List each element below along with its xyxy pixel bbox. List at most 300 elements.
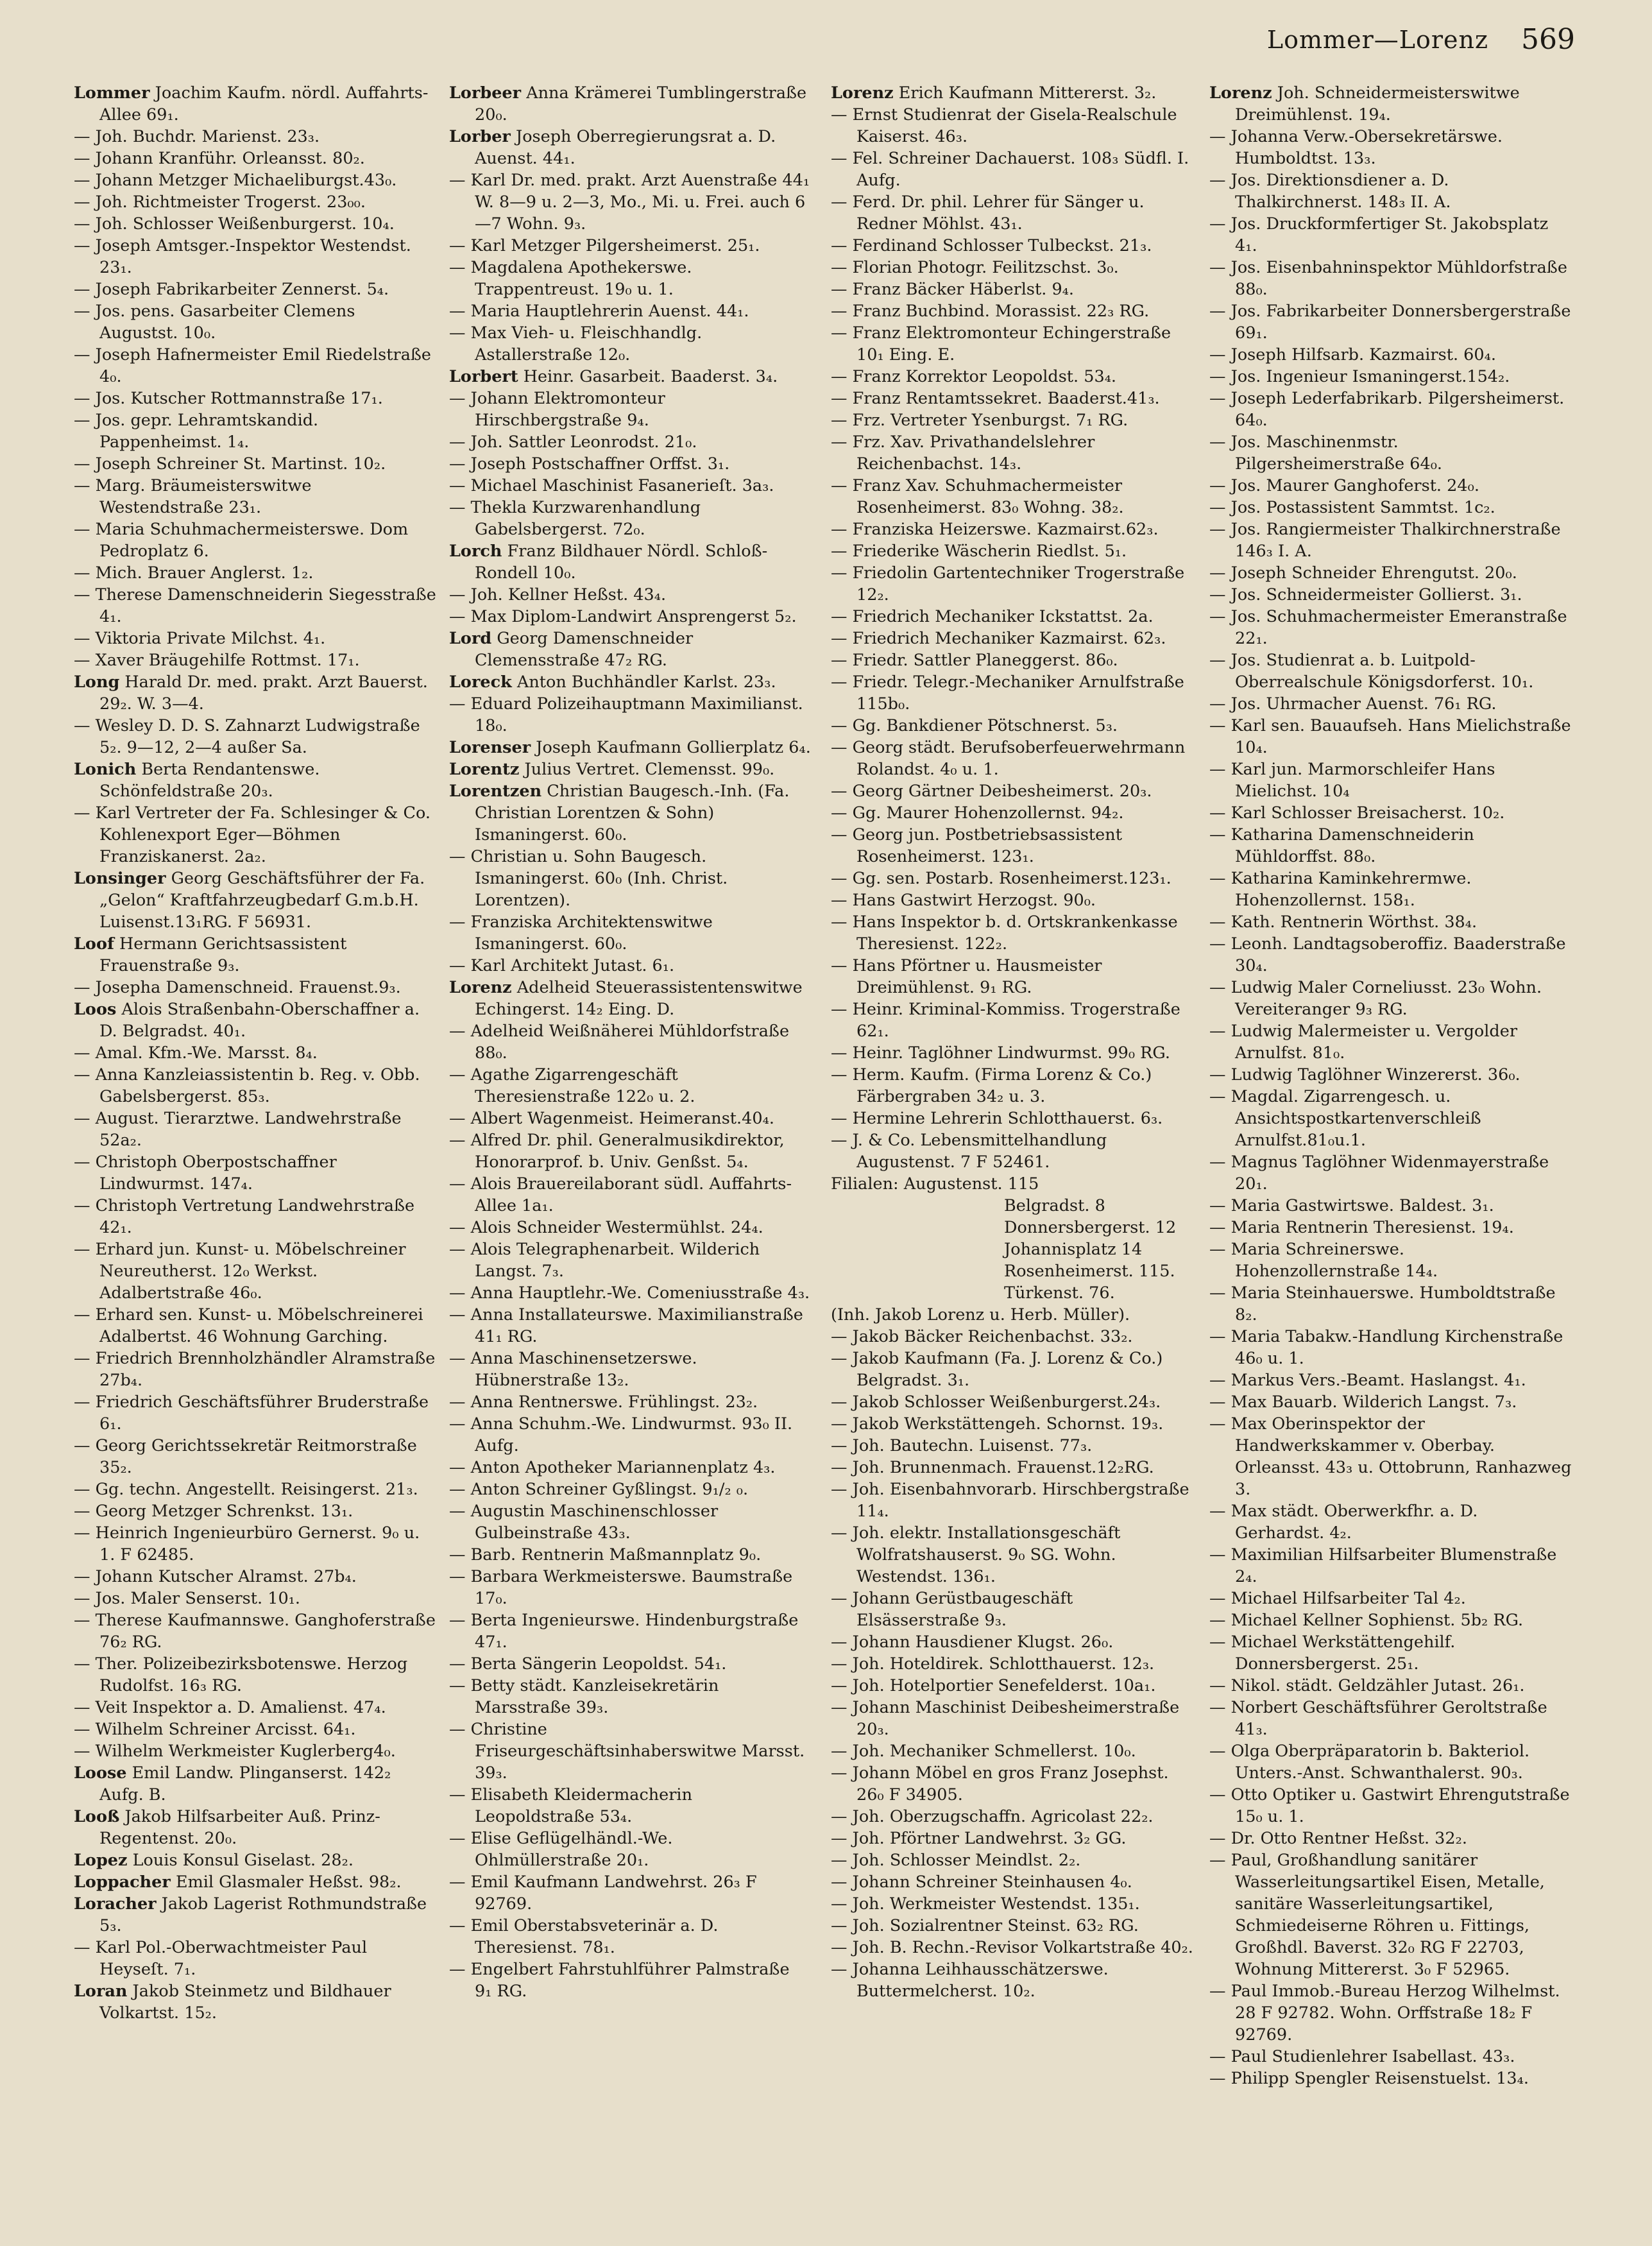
directory-entry <box>1209 1784 1572 1828</box>
entry-text: — Jakob Werkstättengeh. Schornst. 19₃. <box>831 1414 1164 1434</box>
entry-text: — Olga Oberpräparatorin b. Bakteriol. Unters.-Anst. Schwanthalerst. 90₃. <box>1209 1742 1530 1783</box>
directory-entry <box>1209 1413 1572 1500</box>
directory-entry <box>831 1326 1193 1348</box>
directory-entry <box>449 497 812 540</box>
surname-heading: Loracher <box>74 1894 157 1914</box>
directory-entry <box>449 1391 812 1413</box>
entry-text: — Joh. Richtmeister Trogerst. 23₀₀. <box>74 193 366 212</box>
directory-entry <box>1209 1631 1572 1675</box>
directory-entry <box>831 999 1193 1042</box>
directory-entry <box>449 1239 812 1282</box>
running-header: Lommer—Lorenz <box>1266 26 1488 54</box>
entry-text: — Hans Pförtner u. Hausmeister Dreimühlenst. 9₁ RG. <box>831 956 1102 997</box>
entry-text: — Joh. Werkmeister Westendst. 135₁. <box>831 1894 1140 1914</box>
directory-entry <box>1209 1282 1572 1326</box>
directory-entry <box>74 1893 436 1937</box>
entry-text: Joseph Kaufmann Gollierplatz 6₄. <box>536 738 811 757</box>
directory-entry <box>831 628 1193 649</box>
entry-text: — Berta Sängerin Leopoldst. 54₁. <box>449 1654 727 1674</box>
directory-entry <box>1209 759 1572 802</box>
entry-text: — Joseph Schneider Ehrengutst. 20₀. <box>1209 563 1517 583</box>
entry-text: — Joh. Schlosser Weißenburgerst. 10₄. <box>74 214 395 234</box>
entry-text: — Frz. Xav. Privathandelslehrer Reichenbachst. 14₃. <box>831 433 1095 474</box>
entry-text: — Max Bauarb. Wilderich Langst. 7₃. <box>1209 1393 1517 1412</box>
surname-heading: Lorenz <box>1209 83 1272 103</box>
directory-entry <box>449 737 812 759</box>
entry-text: — Paul Studienlehrer Isabellast. 43₃. <box>1209 2047 1515 2066</box>
directory-entry <box>831 1937 1193 1959</box>
entry-text: — Michael Maschinist Fasanerieſt. 3a₃. <box>449 476 774 495</box>
directory-entry <box>449 1653 812 1675</box>
entry-text: — Joseph Fabrikarbeiter Zennerst. 5₄. <box>74 280 389 299</box>
entry-text: — Jos. Postassistent Sammtst. 1c₂. <box>1209 498 1495 517</box>
entry-text: — Johann Möbel en gros Franz Josephst. 26₀ F 34905. <box>831 1763 1169 1805</box>
entry-text: — Jos. Kutscher Rottmannstraße 17₁. <box>74 389 383 408</box>
entry-text: — Christine Friseurgeschäftsinhaberswitwe Marsst. 39₃. <box>449 1720 805 1783</box>
entry-text: — Katharina Kaminkehrermwe. Hohenzollernst. 158₁. <box>1209 869 1472 910</box>
entry-text: — Jakob Schlosser Weißenburgerst.24₃. <box>831 1393 1161 1412</box>
directory-entry <box>831 235 1193 257</box>
entry-text: — Karl Dr. med. prakt. Arzt Auenstraße 44₁ W. 8—9 u. 2—3, Mo., Mi. u. Frei. auch 6—7 Wohn. 9₃. <box>449 171 810 234</box>
directory-entry <box>831 322 1193 366</box>
entry-text: — Heinrich Ingenieurbüro Gernerst. 9₀ u. 1. F 62485. <box>74 1523 420 1564</box>
directory-entry <box>831 671 1193 715</box>
directory-entry <box>1209 257 1572 300</box>
entry-text: — Eduard Polizeihauptmann Maximilianst. 18₀. <box>449 694 803 735</box>
entry-text: — Katharina Damenschneiderin Mühldorffst. 88₀. <box>1209 825 1474 866</box>
directory-entry <box>1209 1151 1572 1195</box>
directory-entry <box>449 1675 812 1719</box>
directory-entry <box>831 1457 1193 1479</box>
directory-entry <box>74 1566 436 1588</box>
entry-text: — Gg. Bankdiener Pötschnerst. 5₃. <box>831 716 1118 735</box>
directory-entry <box>449 1784 812 1828</box>
entry-text: — Georg Gerichtssekretär Reitmorstraße 35₂. <box>74 1436 417 1477</box>
entry-text: — Johann Gerüstbaugeschäft Elsässerstraße 9₃. <box>831 1589 1073 1630</box>
directory-entry <box>74 213 436 235</box>
directory-entry <box>1209 1544 1572 1588</box>
directory-entry <box>74 1042 436 1064</box>
directory-entry <box>74 1195 436 1239</box>
directory-entry <box>449 628 812 671</box>
directory-entry <box>1209 933 1572 977</box>
directory-entry <box>74 1304 436 1348</box>
entry-text: — Herm. Kaufm. (Firma Lorenz & Co.) Färbergraben 34₂ u. 3. <box>831 1065 1152 1106</box>
entry-text: — Jos. Ingenieur Ismaningerst.154₂. <box>1209 367 1510 386</box>
entry-text: Adelheid Steuerassistentenswitwe Echingerst. 14₂ Eing. D. <box>475 978 803 1019</box>
entry-text: — Ferd. Dr. phil. Lehrer für Sänger u. Redner Möhlst. 43₁. <box>831 193 1145 234</box>
entry-text: — Erhard sen. Kunst- u. Möbelschreinerei Adalbertst. 46 Wohnung Garching. <box>74 1305 423 1346</box>
directory-entry <box>831 257 1193 279</box>
directory-entry <box>449 1566 812 1609</box>
directory-entry <box>1209 1609 1572 1631</box>
directory-entry <box>74 235 436 279</box>
entry-text: — Veit Inspektor a. D. Amalienst. 47₄. <box>74 1698 386 1717</box>
surname-heading: Loof <box>74 934 114 954</box>
directory-entry <box>1209 1064 1572 1086</box>
directory-entry <box>74 519 436 562</box>
directory-entry <box>74 1762 436 1806</box>
entry-text: — Joseph Lederfabrikarb. Pilgersheimerst. 64₀. <box>1209 389 1565 430</box>
directory-entry <box>74 1588 436 1609</box>
entry-text: — Jos. Fabrikarbeiter Donnersbergerstraße 69₁. <box>1209 302 1571 343</box>
entry-text: — Xaver Bräugehilfe Rottmst. 17₁. <box>74 651 360 670</box>
branch-address: Türkenst. 76. <box>1004 1283 1115 1303</box>
entry-text: — Jakob Kaufmann (Fa. J. Lorenz & Co.) Belgradst. 3₁. <box>831 1349 1163 1390</box>
entry-text: — Joh. Sattler Leonrodst. 21₀. <box>449 433 697 452</box>
directory-entry <box>74 1479 436 1500</box>
directory-entry <box>831 715 1193 737</box>
directory-entry <box>1209 1369 1572 1391</box>
entry-text: — Alois Brauereilaborant südl. Auffahrts-Allee 1a₁. <box>449 1174 792 1215</box>
entry-text: — Thekla Kurzwarenhandlung Gabelsbergerst. 72₀. <box>449 498 701 539</box>
directory-entry <box>1209 497 1572 519</box>
surname-heading: Lorentzen <box>449 782 542 801</box>
entry-text: — Johann Kranführ. Orleansst. 80₂. <box>74 149 365 168</box>
entry-text: — Emil Kaufmann Landwehrst. 26₃ F 92769. <box>449 1873 757 1914</box>
directory-entry <box>449 606 812 628</box>
directory-entry <box>449 1544 812 1566</box>
surname-heading: Lorenz <box>831 83 894 103</box>
surname-heading: Lorentz <box>449 760 520 779</box>
directory-entry <box>831 955 1193 999</box>
entry-text: — Nikol. städt. Geldzähler Jutast. 26₁. <box>1209 1676 1525 1695</box>
entry-text: — Anna Kanzleiassistentin b. Reg. v. Obb. Gabelsbergerst. 85₃. <box>74 1065 420 1106</box>
directory-entry <box>831 1391 1193 1413</box>
entry-text: — Anna Rentnerswe. Frühlingst. 23₂. <box>449 1393 758 1412</box>
directory-entry <box>831 911 1193 955</box>
entry-text: — Erhard jun. Kunst- u. Möbelschreiner Neureutherst. 12₀ Werkst. Adalbertstraße 46₀. <box>74 1240 406 1303</box>
directory-entry <box>831 1522 1193 1588</box>
directory-entry <box>831 191 1193 235</box>
entry-text: — Albert Wagenmeist. Heimeranst.40₄. <box>449 1109 774 1128</box>
directory-entry <box>449 1348 812 1391</box>
directory-entry <box>1209 824 1572 868</box>
directory-entry <box>831 1959 1193 2002</box>
entry-text: — Magdalena Apothekerswe. Trappentreust. 19₀ u. 1. <box>449 258 692 299</box>
entry-text: — Norbert Geschäftsführer Geroltstraße 41₃. <box>1209 1698 1547 1739</box>
entry-text: — Joh. elektr. Installationsgeschäft Wolfratshauserst. 9₀ SG. Wohn. Westendst. 136₁. <box>831 1523 1121 1586</box>
directory-entry <box>449 1282 812 1304</box>
directory-entry <box>1209 1217 1572 1239</box>
directory-entry <box>831 1479 1193 1522</box>
directory-entry <box>74 453 436 475</box>
directory-entry <box>74 1522 436 1566</box>
entry-text: — Philipp Spengler Reisenstuelst. 13₄. <box>1209 2069 1529 2088</box>
directory-entry <box>74 1609 436 1653</box>
entry-text: (Inh. Jakob Lorenz u. Herb. Müller). <box>831 1305 1130 1324</box>
surname-heading: Loose <box>74 1763 127 1783</box>
directory-entry <box>831 824 1193 868</box>
entry-text: — Alois Telegraphenarbeit. Wilderich Langst. 7₃. <box>449 1240 760 1281</box>
entry-text: — Johanna Verw.-Obersekretärswe. Humboldtst. 13₃. <box>1209 127 1503 168</box>
directory-entry <box>831 1108 1193 1129</box>
entry-text: — Joseph Schreiner St. Martinst. 10₂. <box>74 454 386 474</box>
directory-entry <box>1209 82 1572 126</box>
entry-text: — Magdal. Zigarrengesch. u. Ansichtspostkartenverschleiß Arnulfst.81₀u.1. <box>1209 1087 1481 1150</box>
directory-entry <box>1209 1086 1572 1151</box>
directory-entry <box>74 126 436 148</box>
entry-text: — Joh. Kellner Heßst. 43₄. <box>449 585 667 604</box>
directory-entry <box>449 257 812 300</box>
entry-text: — Joh. Schlosser Meindlst. 2₂. <box>831 1851 1081 1870</box>
directory-entry <box>831 1740 1193 1762</box>
entry-text: — Ludwig Maler Corneliusst. 23₀ Wohn. Vereiteranger 9₃ RG. <box>1209 978 1542 1019</box>
surname-heading: Lorch <box>449 542 502 561</box>
entry-text: — Fel. Schreiner Dachauerst. 108₃ Südfl. I. Aufg. <box>831 149 1189 190</box>
entry-text: — Max städt. Oberwerkfhr. a. D. Gerhardst. 4₂. <box>1209 1502 1478 1543</box>
entry-text: — Ernst Studienrat der Gisela-Realschule Kaiserst. 46₃. <box>831 105 1177 146</box>
directory-entry <box>1209 562 1572 584</box>
entry-text: — Frz. Vertreter Ysenburgst. 7₁ RG. <box>831 411 1128 430</box>
directory-entry <box>1209 715 1572 759</box>
directory-entry <box>831 409 1193 431</box>
entry-text: — Leonh. Landtagsoberoffiz. Baaderstraße 30₄. <box>1209 934 1566 975</box>
directory-entry <box>1209 1500 1572 1544</box>
entry-text: — Christian u. Sohn Baugesch. Ismaningerst. 60₀ (Inh. Christ. Lorentzen). <box>449 847 728 910</box>
entry-text: — Johann Hausdiener Klugst. 26₀. <box>831 1633 1114 1652</box>
entry-text: — Jos. Uhrmacher Auenst. 76₁ RG. <box>1209 694 1497 714</box>
entry-text: — Amal. Kfm.-We. Marsst. 8₄. <box>74 1043 318 1063</box>
entry-text: Emil Glasmaler Heßst. 98₂. <box>175 1873 402 1892</box>
directory-entry <box>449 846 812 911</box>
entry-text: Heinr. Gasarbeit. Baaderst. 3₄. <box>523 367 778 386</box>
directory-entry <box>74 1980 436 2024</box>
directory-entry <box>831 1806 1193 1828</box>
entry-text: — Maria Rentnerin Theresienst. 19₄. <box>1209 1218 1514 1237</box>
entry-text: — Johann Metzger Michaeliburgst.43₀. <box>74 171 397 190</box>
entry-text: — Dr. Otto Rentner Heßst. 32₂. <box>1209 1829 1467 1848</box>
entry-text: — Jos. gepr. Lehramtskandid. Pappenheimst. 1₄. <box>74 411 319 452</box>
entry-text: — Alois Schneider Westermühlst. 24₄. <box>449 1218 763 1237</box>
directory-entry <box>74 933 436 977</box>
entry-text: — Jos. Schneidermeister Gollierst. 3₁. <box>1209 585 1522 604</box>
directory-entry <box>831 475 1193 519</box>
entry-text: — Maria Schuhmachermeisterswe. Dom Pedroplatz 6. <box>74 520 409 561</box>
directory-entry <box>74 1653 436 1697</box>
directory-entry <box>831 519 1193 540</box>
entry-text: — Franz Buchbind. Morassist. 22₃ RG. <box>831 302 1150 321</box>
directory-entry <box>1209 300 1572 344</box>
surname-heading: Loreck <box>449 673 512 692</box>
entry-text: — Otto Optiker u. Gastwirt Ehrengutstraße 15₀ u. 1. <box>1209 1785 1570 1826</box>
surname-heading: Lorenser <box>449 738 531 757</box>
directory-entry <box>449 388 812 431</box>
directory-entry <box>74 1151 436 1195</box>
directory-entry <box>831 1173 1193 1195</box>
directory-entry <box>449 1609 812 1653</box>
entry-text: — Anna Installateurswe. Maximilianstraße 41₁ RG. <box>449 1305 803 1346</box>
surname-heading: Loran <box>74 1982 128 2001</box>
entry-text: Joh. Schneidermeisterswitwe Dreimühlenst. 19₄. <box>1235 83 1520 124</box>
entry-text: — Adelheid Weißnäherei Mühldorfstraße 88₀. <box>449 1022 790 1063</box>
entry-text: — Maria Hauptlehrerin Auenst. 44₁. <box>449 302 749 321</box>
directory-entry <box>449 1129 812 1173</box>
entry-text: — Friedrich Mechaniker Kazmairst. 62₃. <box>831 629 1166 648</box>
entry-text: Jakob Steinmetz und Bildhauer Volkartst. 15₂. <box>99 1982 391 2023</box>
entry-text: — Viktoria Private Milchst. 4₁. <box>74 629 326 648</box>
directory-entry <box>449 1217 812 1239</box>
entry-text: — Kath. Rentnerin Wörthst. 38₄. <box>1209 913 1477 932</box>
directory-entry <box>449 169 812 235</box>
entry-text: Christian Baugesch.-Inh. (Fa. Christian Lorentzen & Sohn) Ismaningerst. 60₀. <box>475 782 790 844</box>
directory-entry <box>74 1108 436 1151</box>
entry-text: — Markus Vers.-Beamt. Haslangst. 4₁. <box>1209 1371 1526 1390</box>
branch-address: Donnersbergerst. 12 <box>1004 1218 1177 1237</box>
directory-entry <box>74 300 436 344</box>
entry-text: — Berta Ingenieurswe. Hindenburgstraße 47₁. <box>449 1611 799 1652</box>
directory-entry <box>74 1871 436 1893</box>
entry-text: — Georg Gärtner Deibesheimerst. 20₃. <box>831 782 1152 801</box>
entry-text: — Joh. Brunnenmach. Frauenst.12₂RG. <box>831 1458 1154 1477</box>
entry-text: — Anton Apotheker Mariannenplatz 4₃. <box>449 1458 776 1477</box>
entry-text: — Johann Kutscher Alramst. 27b₄. <box>74 1567 357 1586</box>
entry-text: — Joh. Bautechn. Luisenst. 77₃. <box>831 1436 1093 1455</box>
entry-text: — Joh. Eisenbahnvorarb. Hirschbergstraße 11₄. <box>831 1480 1189 1521</box>
directory-entry <box>449 955 812 977</box>
entry-text: — Heinr. Taglöhner Lindwurmst. 99₀ RG. <box>831 1043 1170 1063</box>
entry-text: Erich Kaufmann Mittererst. 3₂. <box>898 83 1157 103</box>
entry-text: — Christoph Vertretung Landwehrstraße 42₁. <box>74 1196 415 1237</box>
entry-text: — Karl Metzger Pilgersheimerst. 25₁. <box>449 236 760 255</box>
directory-entry <box>1209 802 1572 824</box>
directory-entry <box>831 1849 1193 1871</box>
entry-text: — Maria Gastwirtswe. Baldest. 3₁. <box>1209 1196 1494 1215</box>
entry-text: — Alfred Dr. phil. Generalmusikdirektor, Honorarprof. b. Univ. Genßst. 5₄. <box>449 1131 785 1172</box>
directory-entry <box>449 1304 812 1348</box>
directory-entry <box>74 1937 436 1980</box>
entry-text: — Franz Xav. Schuhmachermeister Rosenheimerst. 83₀ Wohng. 38₂. <box>831 476 1124 517</box>
directory-entry <box>831 1762 1193 1806</box>
entry-text: — Johann Elektromonteur Hirschbergstraße 9₄. <box>449 389 665 430</box>
directory-entry <box>74 628 436 649</box>
entry-text: — Hans Inspektor b. d. Ortskrankenkasse Theresienst. 122₂. <box>831 913 1178 954</box>
entry-text: Jakob Hilfsarbeiter Auß. Prinz-Regentenst. 20₀. <box>99 1807 380 1848</box>
entry-text: — Jos. Schuhmachermeister Emeranstraße 22₁. <box>1209 607 1567 648</box>
entry-text: — Jos. Maurer Ganghoferst. 24₀. <box>1209 476 1479 495</box>
directory-entry <box>449 1828 812 1871</box>
entry-text: — Mich. Brauer Anglerst. 1₂. <box>74 563 314 583</box>
directory-entry <box>831 802 1193 824</box>
directory-entry <box>449 671 812 693</box>
directory-entry <box>449 126 812 169</box>
directory-entry <box>1209 431 1572 475</box>
directory-entry <box>449 1915 812 1959</box>
entry-text: — Friedolin Gartentechniker Trogerstraße 12₂. <box>831 563 1185 604</box>
entry-text: Harald Dr. med. prakt. Arzt Bauerst. 29₂. W. 3—4. <box>99 673 428 714</box>
branch-address: Rosenheimerst. 115. <box>1004 1262 1175 1281</box>
entry-text: Berta Rendantenswe. Schönfeldstraße 20₃. <box>99 760 320 801</box>
directory-entry <box>831 889 1193 911</box>
entry-text: Filialen: Augustenst. 115 <box>831 1174 1039 1194</box>
directory-entry <box>449 1479 812 1500</box>
directory-entry <box>74 1500 436 1522</box>
directory-entry <box>1209 2046 1572 2068</box>
entry-text: — Paul, Großhandlung sanitärer Wasserleitungsartikel Eisen, Metalle, sanitäre Wasserleitungsartikel, Schmiedeiserne Röhren u. Fittings, Großhdl. Baverst. 32₀ RG F 22703, Wohnung Mittererst. 3₀ F 52965. <box>1209 1851 1545 1979</box>
directory-entry <box>74 1348 436 1391</box>
directory-entry <box>74 1719 436 1740</box>
entry-text: — Joseph Postschaffner Orffst. 3₁. <box>449 454 730 474</box>
directory-entry <box>449 977 812 1020</box>
entry-text: — Elisabeth Kleidermacherin Leopoldstraße 53₄. <box>449 1785 693 1826</box>
directory-entry <box>449 693 812 737</box>
entry-text: — Max Vieh- u. Fleischhandlg. Astallerstraße 12₀. <box>449 323 703 364</box>
directory-entry <box>831 279 1193 300</box>
entry-text: — August. Tierarztwe. Landwehrstraße 52a₂. <box>74 1109 402 1150</box>
directory-entry <box>831 562 1193 606</box>
branch-address: Johannisplatz 14 <box>1004 1240 1143 1259</box>
entry-text: Georg Geschäftsführer der Fa. „Gelon“ Kraftfahrzeugbedarf G.m.b.H. Luisenst.13₁RG. F 56931. <box>99 869 425 932</box>
page-number: 569 <box>1521 23 1575 56</box>
entry-text: — Elise Geflügelhändl.-We. Ohlmüllerstraße 20₁. <box>449 1829 673 1870</box>
entry-text: — Friedrich Mechaniker Ickstattst. 2a. <box>831 607 1154 626</box>
directory-entry <box>449 1108 812 1129</box>
entry-text: — Michael Hilfsarbeiter Tal 4₂. <box>1209 1589 1466 1608</box>
entry-text: — Michael Kellner Sophienst. 5b₂ RG. <box>1209 1611 1524 1630</box>
entry-text: — Friedrich Brennholzhändler Alramstraße 27b₄. <box>74 1349 436 1390</box>
surname-heading: Lonich <box>74 760 137 779</box>
entry-text: — Karl Pol.-Oberwachtmeister Paul Heyseſt. 7₁. <box>74 1938 368 1979</box>
entry-text: — Georg Metzger Schrenkst. 13₁. <box>74 1502 353 1521</box>
entry-text: — Gg. Maurer Hohenzollernst. 94₂. <box>831 803 1124 823</box>
entry-text: — Therese Damenschneiderin Siegesstraße 4₁. <box>74 585 436 626</box>
surname-heading: Lorenz <box>449 978 512 997</box>
directory-entry <box>449 911 812 955</box>
directory-entry <box>831 649 1193 671</box>
entry-text: — Gg. techn. Angestellt. Reisingerst. 21₃. <box>74 1480 418 1499</box>
entry-text: — Florian Photogr. Feilitzschst. 3₀. <box>831 258 1119 277</box>
directory-entry <box>74 715 436 759</box>
entry-text: — Georg städt. Berufsoberfeuerwehrmann Rolandst. 4₀ u. 1. <box>831 738 1186 779</box>
directory-entry <box>831 868 1193 889</box>
entry-text: — Jos. Druckformfertiger St. Jakobsplatz 4₁. <box>1209 214 1549 255</box>
directory-entry <box>1209 693 1572 715</box>
entry-text: — Gg. sen. Postarb. Rosenheimerst.123₁. <box>831 869 1171 888</box>
entry-text: — Emil Oberstabsveterinär a. D. Theresienst. 78₁. <box>449 1916 719 1957</box>
directory-entry <box>449 431 812 453</box>
directory-entry <box>1209 1980 1572 2046</box>
entry-text: Franz Bildhauer Nördl. Schloß-Rondell 10₀. <box>475 542 768 583</box>
entry-text: — Georg jun. Postbetriebsassistent Rosenheimerst. 123₁. <box>831 825 1122 866</box>
directory-entry <box>74 1740 436 1762</box>
directory-entry <box>74 169 436 191</box>
entry-text: — Karl Schlosser Breisacherst. 10₂. <box>1209 803 1505 823</box>
directory-entry <box>1209 584 1572 606</box>
directory-entry <box>74 868 436 933</box>
entry-text: — Friederike Wäscherin Riedlst. 5₁. <box>831 542 1127 561</box>
directory-entry <box>831 1435 1193 1457</box>
entry-text: — Augustin Maschinenschlosser Gulbeinstraße 43₃. <box>449 1502 719 1543</box>
entry-text: — J. & Co. Lebensmittelhandlung Augustenst. 7 F 52461. <box>831 1131 1107 1172</box>
entry-text: — Betty städt. Kanzleisekretärin Marsstraße 39₃. <box>449 1676 719 1717</box>
entry-text: — Franz Bäcker Häberlst. 9₄. <box>831 280 1075 299</box>
entry-text: — Joseph Hilfsarb. Kazmairst. 60₄. <box>1209 345 1496 364</box>
entry-text: — Anna Maschinensetzerswe. Hübnerstraße 13₂. <box>449 1349 697 1390</box>
entry-text: — Anna Schuhm.-We. Lindwurmst. 93₀ II. Aufg. <box>449 1414 793 1455</box>
directory-entry <box>1209 606 1572 649</box>
directory-entry <box>449 1020 812 1064</box>
entry-text: — Ludwig Malermeister u. Vergolder Arnulfst. 81₀. <box>1209 1022 1518 1063</box>
entry-text: Alois Straßenbahn-Oberschaffner a. D. Belgradst. 40₁. <box>99 1000 420 1041</box>
entry-text: — Franz Elektromonteur Echingerstraße 10₁ Eing. E. <box>831 323 1171 364</box>
directory-entry <box>831 300 1193 322</box>
directory-entry <box>1209 1828 1572 1849</box>
entry-text: — Jos. pens. Gasarbeiter Clemens Augustst. 10₀. <box>74 302 355 343</box>
entry-text: — Karl jun. Marmorschleifer Hans Mielichst. 10₄ <box>1209 760 1495 801</box>
entry-text: — Jos. Maschinenmstr. Pilgersheimerstraße 64₀. <box>1209 433 1443 474</box>
directory-entry <box>831 1129 1193 1173</box>
directory-entry <box>831 1631 1193 1653</box>
